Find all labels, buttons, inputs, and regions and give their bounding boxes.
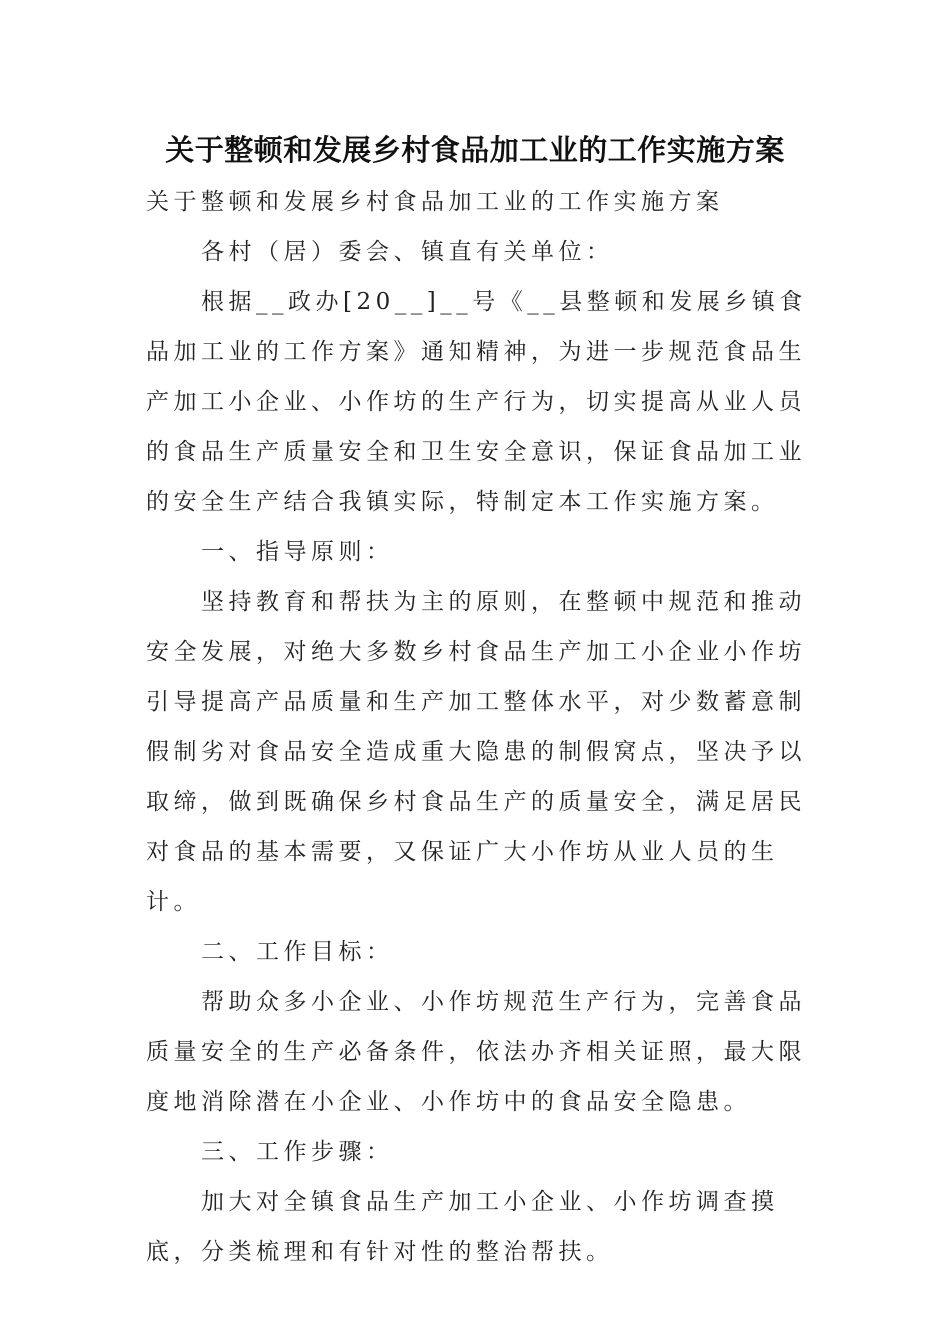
section-heading-goals: 二、工作目标： <box>201 939 394 965</box>
intro-paragraph: 根据__政办[20__]__号《__县整顿和发展乡镇食品加工业的工作方案》通知精神，为进一步规范食品生产加工小企业、小作坊的生产行为，切实提高从业人员的食品生产质量安全和卫生安全意识，保证食品加工业的安全生产结合我镇实际，特制定本工作实施方案。 <box>146 289 807 515</box>
subtitle-paragraph: 关于整顿和发展乡村食品加工业的工作实施方案 <box>146 189 724 215</box>
principles-paragraph: 坚持教育和帮扶为主的原则，在整顿中规范和推动安全发展，对绝大多数乡村食品生产加工小企业小作坊引导提高产品质量和生产加工整体水平，对少数蓄意制假制劣对食品安全造成重大隐患的制假窝点，坚决予以取缔，做到既确保乡村食品生产的质量安全，满足居民对食品的基本需要，又保证广大小作坊从业人员的生计。 <box>146 589 806 915</box>
salutation-paragraph: 各村（居）委会、镇直有关单位： <box>201 239 614 265</box>
document-title: 关于整顿和发展乡村食品加工业的工作实施方案 <box>165 133 785 167</box>
goals-paragraph: 帮助众多小企业、小作坊规范生产行为，完善食品质量安全的生产必备条件，依法办齐相关证照，最大限度地消除潜在小企业、小作坊中的食品安全隐患。 <box>146 989 806 1115</box>
document-body <box>146 177 808 1277</box>
steps-paragraph: 加大对全镇食品生产加工小企业、小作坊调查摸底，分类梳理和有针对性的整治帮扶。 <box>146 1189 779 1265</box>
section-heading-principles: 一、指导原则： <box>201 539 394 565</box>
section-heading-steps: 三、工作步骤： <box>201 1139 394 1165</box>
